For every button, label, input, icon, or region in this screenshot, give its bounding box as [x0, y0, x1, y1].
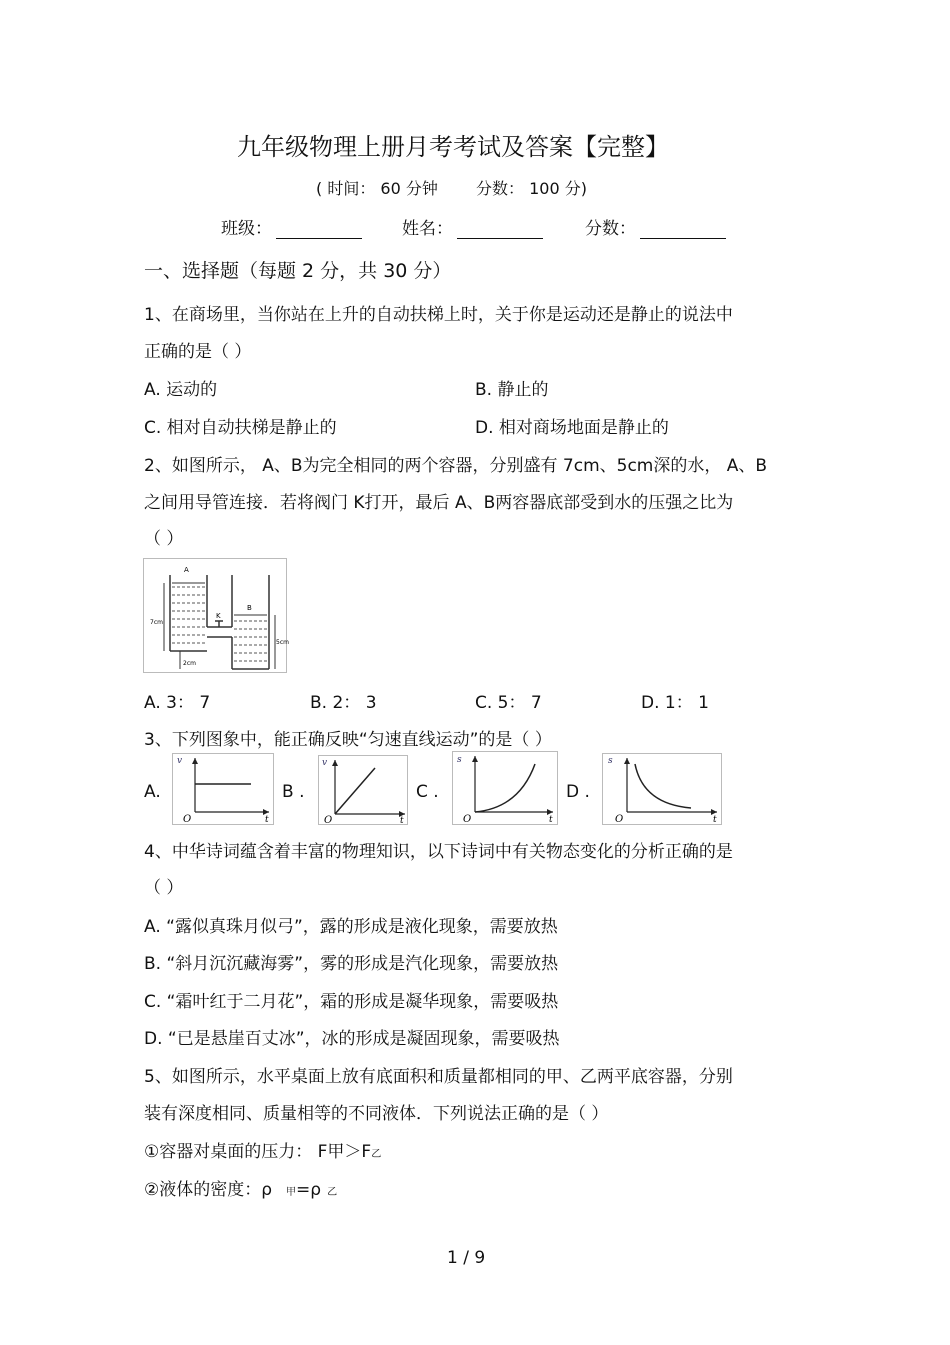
q2-container-figure [143, 558, 287, 673]
q1-option-c: C. 相对自动扶梯是静止的 [144, 418, 337, 438]
graph-a-origin: O [183, 814, 192, 825]
q1-stem-line1: 1、在商场里，当你站在上升的自动扶梯上时，关于你是运动还是静止的说法中 [144, 305, 733, 325]
label-a: A [184, 566, 189, 574]
label-k: K [216, 612, 221, 620]
q3-option-c-label: C . [416, 782, 439, 802]
name-blank[interactable] [457, 222, 543, 239]
q1-option-b: B. 静止的 [475, 380, 549, 400]
q2-option-c: C. 5： 7 [475, 693, 542, 713]
graph-a-y-label: v [177, 756, 183, 766]
q3-option-b-label: B . [282, 782, 305, 802]
q2-stem-line1: 2、如图所示， A、B为完全相同的两个容器，分别盛有 7cm、5cm深的水， A、B [144, 456, 768, 476]
q4-option-d: D. “已是悬崖百丈冰”，冰的形成是凝固现象，需要吸热 [144, 1029, 560, 1049]
label-b: B [247, 604, 252, 612]
q3-graph-d [602, 753, 722, 825]
q5-item-2: ②液体的密度：ρ 甲=ρ 乙 [144, 1180, 338, 1200]
graph-b-x-label: t [400, 816, 404, 826]
page-number: 1 / 9 [447, 1248, 486, 1268]
q5-item-1: ①容器对桌面的压力： F甲＞F乙 [144, 1142, 382, 1162]
q2-option-a: A. 3： 7 [144, 693, 211, 713]
graph-c-origin: O [463, 814, 472, 825]
exam-time: ( 时间： 60 分钟 [316, 179, 438, 198]
score-blank[interactable] [640, 222, 726, 239]
q2-option-b: B. 2： 3 [310, 693, 377, 713]
class-field: 班级： [221, 214, 362, 239]
q1-option-a: A. 运动的 [144, 380, 218, 400]
q3-graph-b [318, 755, 408, 825]
connected-containers-diagram [144, 559, 289, 672]
graph-d-origin: O [615, 814, 624, 825]
q3-option-a-label: A. [144, 782, 161, 802]
graph-c-x-label: t [549, 815, 553, 825]
q5-stem-line2: 装有深度相同、质量相等的不同液体．下列说法正确的是（ ） [144, 1104, 609, 1124]
graph-c-y-label: s [457, 755, 462, 765]
page-title: 九年级物理上册月考考试及答案【完整】 [237, 133, 669, 161]
graph-b-y-label: v [322, 758, 328, 768]
exam-total-score: 分数： 100 分) [476, 179, 587, 198]
q1-stem-line2: 正确的是（ ） [144, 342, 252, 362]
q4-stem-line1: 4、中华诗词蕴含着丰富的物理知识，以下诗词中有关物态变化的分析正确的是 [144, 842, 733, 862]
graph-d-x-label: t [713, 815, 717, 825]
q2-stem-line2: 之间用导管连接．若将阀门 K打开，最后 A、B两容器底部受到水的压强之比为 [144, 493, 734, 513]
label-7cm: 7cm [150, 619, 163, 626]
q4-option-b: B. “斜月沉沉藏海雾”，雾的形成是汽化现象，需要放热 [144, 954, 559, 974]
q2-option-d: D. 1： 1 [641, 693, 709, 713]
q3-graph-c [452, 751, 558, 825]
q5-stem-line1: 5、如图所示，水平桌面上放有底面积和质量都相同的甲、乙两平底容器，分别 [144, 1067, 733, 1087]
q4-option-a: A. “露似真珠月似弓”，露的形成是液化现象，需要放热 [144, 917, 558, 937]
score-field: 分数： [585, 214, 726, 239]
graph-a-x-label: t [265, 815, 269, 825]
q2-stem-line3: （ ） [144, 529, 184, 549]
section-heading: 一、选择题（每题 2 分，共 30 分） [144, 260, 452, 282]
q1-option-d: D. 相对商场地面是静止的 [475, 418, 669, 438]
graph-d-y-label: s [608, 756, 613, 766]
graph-b-origin: O [324, 815, 333, 826]
name-field: 姓名： [402, 214, 543, 239]
label-5cm: 5cm [276, 639, 289, 646]
class-blank[interactable] [276, 222, 362, 239]
q4-stem-line2: （ ） [144, 878, 184, 898]
q3-stem: 3、下列图象中，能正确反映“匀速直线运动”的是（ ） [144, 730, 552, 750]
label-2cm: 2cm [183, 660, 196, 667]
q4-option-c: C. “霜叶红于二月花”，霜的形成是凝华现象，需要吸热 [144, 992, 559, 1012]
q3-graph-a [172, 753, 274, 825]
q3-option-d-label: D . [566, 782, 590, 802]
